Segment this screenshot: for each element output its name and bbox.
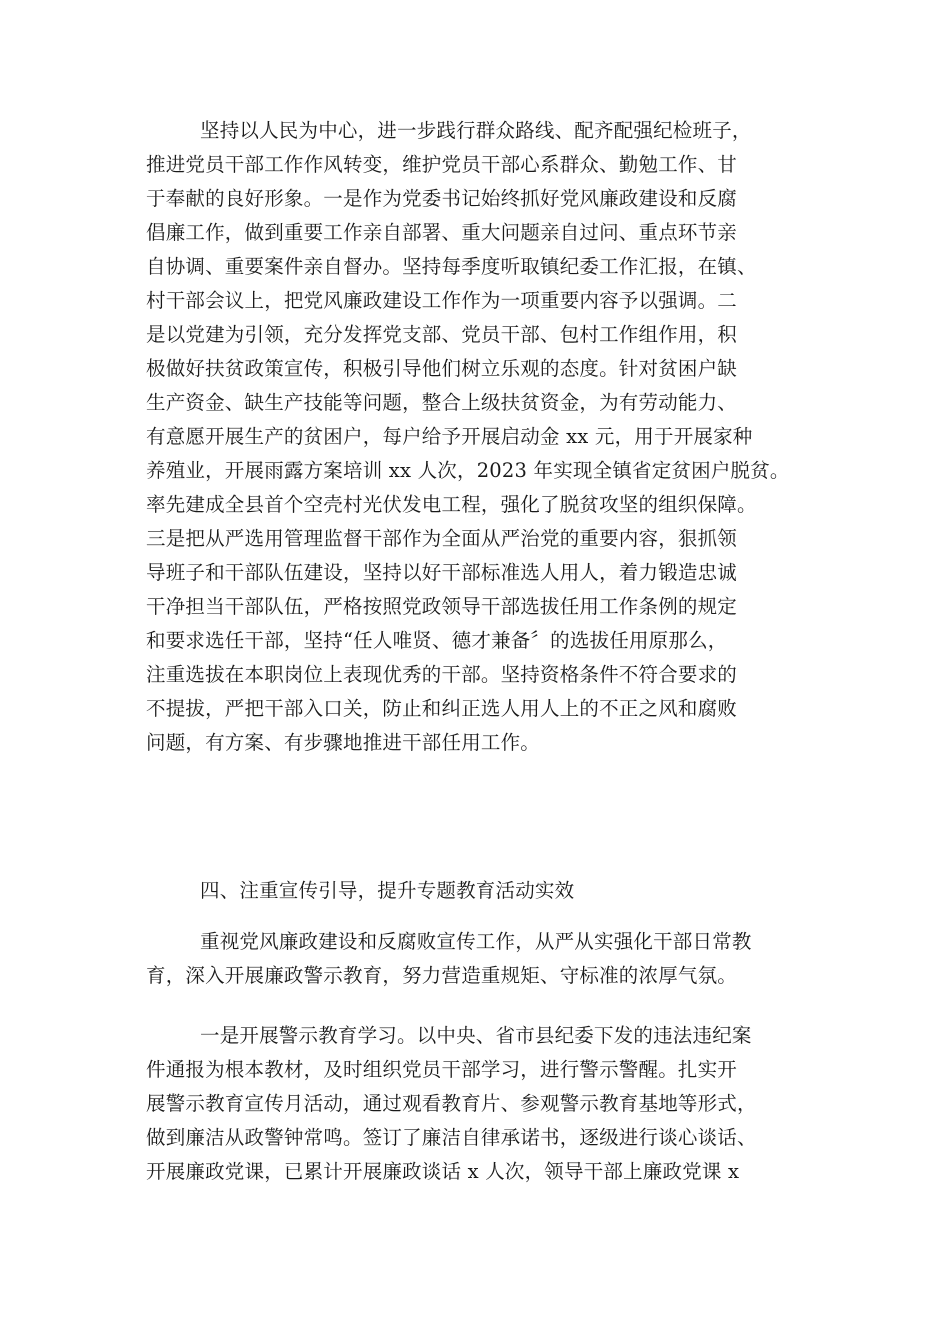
paragraph-1-line: 推进党员干部工作作风转变，维护党员干部心系群众、勤勉工作、甘 — [146, 153, 738, 176]
paragraph-3-line: 展警示教育宣传月活动，通过观看教育片、参观警示教育基地等形式， — [146, 1092, 757, 1115]
paragraph-1-line: 养殖业，开展雨露方案培训 xx 人次，2023 年实现全镇省定贫困户脱贫。 — [146, 459, 790, 482]
paragraph-1-line: 倡廉工作，做到重要工作亲自部署、重大问题亲自过问、重点环节亲 — [146, 221, 738, 244]
paragraph-2-line: 重视党风廉政建设和反腐败宣传工作，从严从实强化干部日常教 — [200, 930, 752, 953]
paragraph-1-line: 不提拔，严把干部入口关，防止和纠正选人用人上的不正之风和腐败 — [146, 697, 738, 720]
paragraph-1-line: 生产资金、缺生产技能等问题，整合上级扶贫资金，为有劳动能力、 — [146, 391, 738, 414]
paragraph-3-line: 做到廉洁从政警钟常鸣。签订了廉洁自律承诺书，逐级进行谈心谈话、 — [146, 1126, 757, 1149]
paragraph-1-line: 和要求选任干部，坚持“任人唯贤、德才兼备〞的选拔任用原那么， — [146, 629, 728, 652]
paragraph-1-line: 自协调、重要案件亲自督办。坚持每季度听取镇纪委工作汇报，在镇、 — [146, 255, 757, 278]
paragraph-1-line: 村干部会议上，把党风廉政建设工作作为一项重要内容予以强调。二 — [146, 289, 738, 312]
paragraph-1-line: 是以党建为引领，充分发挥党支部、党员干部、包村工作组作用，积 — [146, 323, 738, 346]
paragraph-1-line: 三是把从严选用管理监督干部作为全面从严治党的重要内容，狠抓领 — [146, 527, 738, 550]
section-heading: 四、注重宣传引导，提升专题教育活动实效 — [200, 879, 575, 902]
paragraph-3-line: 件通报为根本教材，及时组织党员干部学习，进行警示警醒。扎实开 — [146, 1058, 738, 1081]
paragraph-1-line: 有意愿开展生产的贫困户，每户给予开展启动金 xx 元，用于开展家种 — [146, 425, 753, 448]
paragraph-1-line: 坚持以人民为中心，进一步践行群众路线、配齐配强纪检班子， — [200, 119, 752, 142]
paragraph-1-line: 问题，有方案、有步骤地推进干部任用工作。 — [146, 731, 541, 754]
paragraph-1-line: 干净担当干部队伍，严格按照党政领导干部选拔任用工作条例的规定 — [146, 595, 738, 618]
paragraph-1-line: 极做好扶贫政策宣传，积极引导他们树立乐观的态度。针对贫困户缺 — [146, 357, 738, 380]
paragraph-1-line: 导班子和干部队伍建设，坚持以好干部标准选人用人，着力锻造忠诚 — [146, 561, 738, 584]
paragraph-3-line: 一是开展警示教育学习。以中央、省市县纪委下发的违法违纪案 — [200, 1024, 752, 1047]
paragraph-1-line: 于奉献的良好形象。一是作为党委书记始终抓好党风廉政建设和反腐 — [146, 187, 738, 210]
paragraph-1-line: 注重选拔在本职岗位上表现优秀的干部。坚持资格条件不符合要求的 — [146, 663, 738, 686]
paragraph-1-line: 率先建成全县首个空壳村光伏发电工程，强化了脱贫攻坚的组织保障。 — [146, 493, 757, 516]
paragraph-2-line: 育，深入开展廉政警示教育，努力营造重规矩、守标准的浓厚气氛。 — [146, 964, 738, 987]
paragraph-3-line: 开展廉政党课，已累计开展廉政谈话 x 人次，领导干部上廉政党课 x — [146, 1160, 740, 1183]
